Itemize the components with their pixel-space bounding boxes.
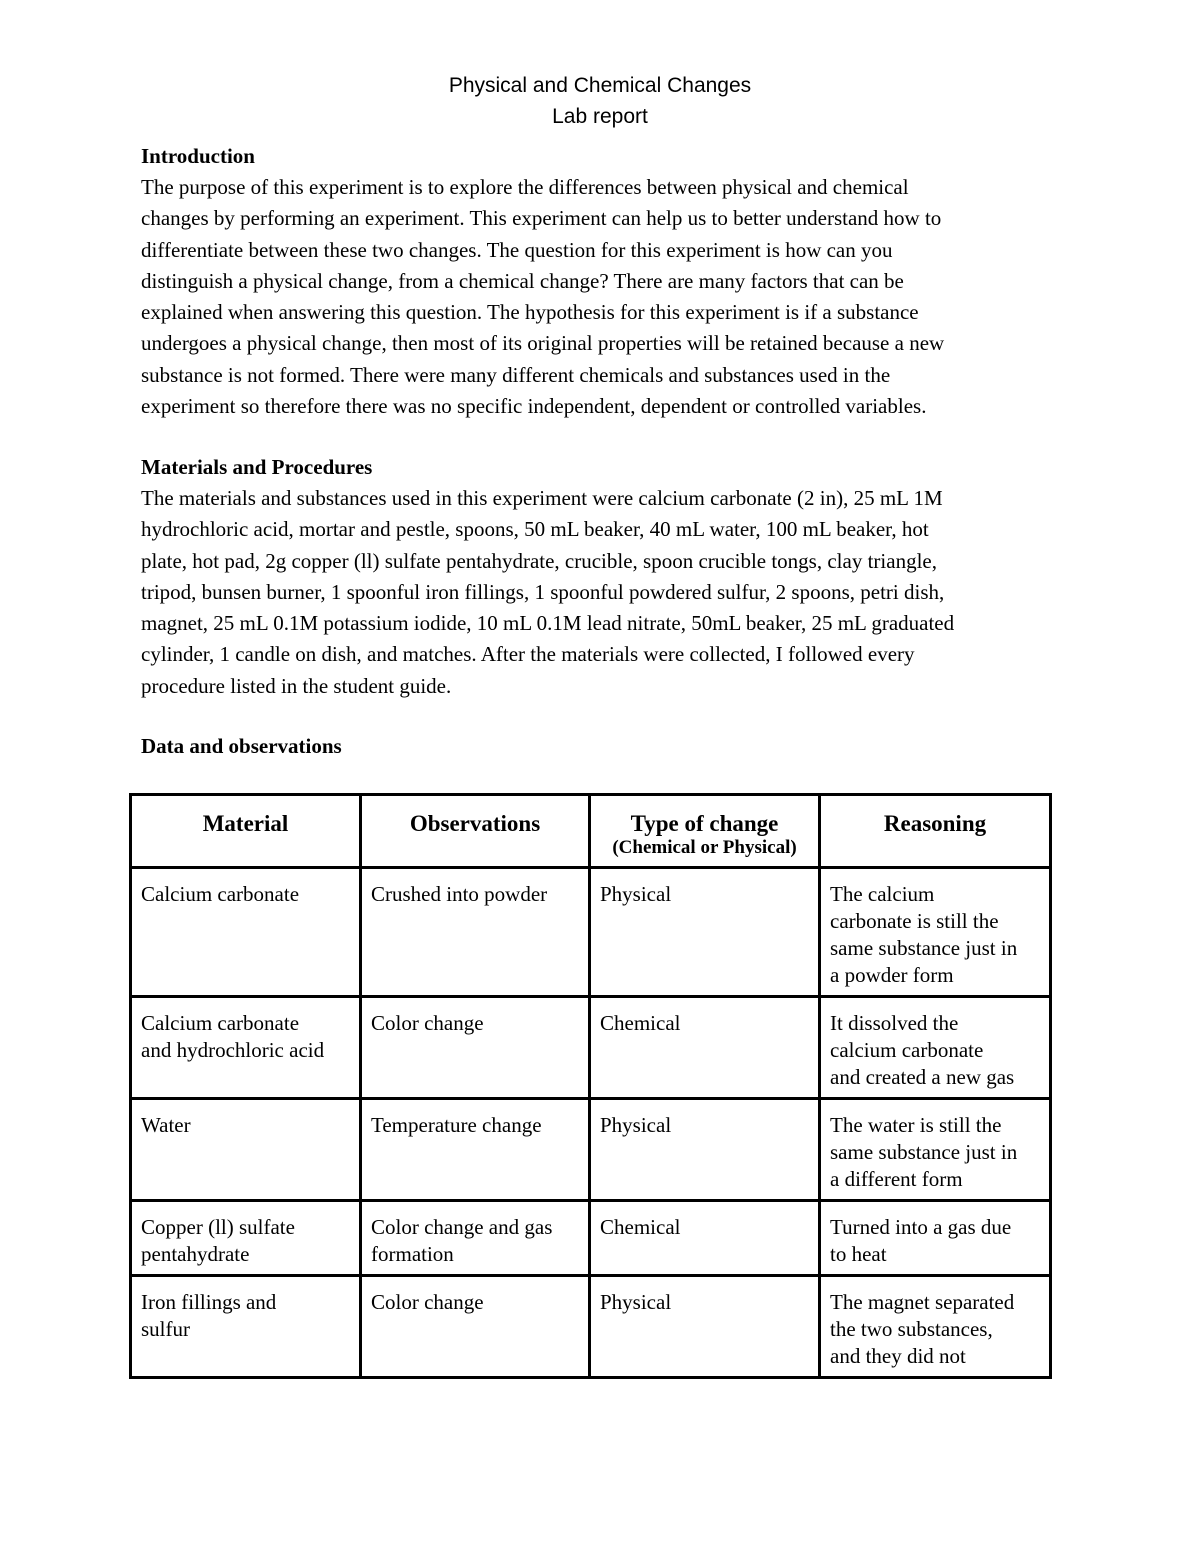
header-type-of-change [590,795,820,868]
cell-text: sulfur [141,1317,190,1341]
introduction-line: undergoes a physical change, then most of its original properties will be retained because a new [141,331,945,356]
cell-text: same substance just in [830,1140,1018,1164]
cell-type [590,1201,820,1276]
cell-observations [361,868,590,997]
materials-line: cylinder, 1 candle on dish, and matches. After the materials were collected, I followed every [141,642,915,667]
document-title: Physical and Chemical Changes [448,74,752,97]
cell-material [131,1099,361,1201]
materials-heading: Materials and Procedures [141,455,373,479]
cell-text: Physical [600,882,672,906]
table-row [131,868,1051,997]
cell-type [590,868,820,997]
document-subtitle: Lab report [552,105,648,128]
cell-text: Physical [600,1113,672,1137]
cell-material [131,997,361,1099]
cell-text: and created a new gas [830,1065,1015,1089]
introduction-line: differentiate between these two changes. The question for this experiment is how can you [141,237,893,262]
cell-reasoning [820,1201,1051,1276]
cell-text: Copper (ll) sulfate [141,1215,295,1239]
cell-text: Calcium carbonate [141,1011,300,1035]
cell-reasoning [820,868,1051,997]
cell-text: Chemical [600,1011,681,1035]
introduction-heading: Introduction [141,144,255,168]
cell-type [590,997,820,1099]
header-type-label: Type of change [630,811,779,836]
cell-text: calcium carbonate [830,1038,984,1062]
cell-type [590,1099,820,1201]
cell-text: Turned into a gas due [830,1215,1012,1239]
cell-text: Temperature change [371,1113,542,1137]
cell-text: The calcium [830,882,935,906]
data-heading: Data and observations [141,734,342,758]
table-row [131,1276,1051,1378]
cell-text: Color change [371,1011,484,1035]
cell-text: carbonate is still the [830,909,999,933]
cell-text: Calcium carbonate [141,882,300,906]
introduction-line: The purpose of this experiment is to explore the differences between physical and chemical [141,175,909,199]
header-reasoning: Reasoning [820,795,1051,868]
materials-line: magnet, 25 mL 0.1M potassium iodide, 10 mL 0.1M lead nitrate, 50mL beaker, 25 mL graduated [141,611,955,636]
introduction-paragraph [141,172,1061,422]
header-type-sublabel: (Chemical or Physical) [612,837,797,858]
cell-material [131,868,361,997]
cell-text: a different form [830,1167,963,1191]
cell-text: Crushed into powder [371,882,548,906]
cell-reasoning [820,1276,1051,1378]
observations-table [129,793,1052,1379]
cell-text: Color change [371,1290,484,1314]
introduction-line: explained when answering this question. The hypothesis for this experiment is if a substance [141,300,919,325]
cell-observations [361,1201,590,1276]
materials-paragraph [141,483,1061,702]
header-observations: Observations [361,795,590,868]
cell-text: the two substances, [830,1317,993,1341]
cell-reasoning [820,1099,1051,1201]
cell-text: The magnet separated [830,1290,1015,1314]
cell-text: Color change and gas [371,1215,553,1239]
cell-text: a powder form [830,963,954,987]
table-row [131,1201,1051,1276]
table-header-row [131,795,1051,868]
cell-material [131,1201,361,1276]
materials-line: hydrochloric acid, mortar and pestle, spoons, 50 mL beaker, 40 mL water, 100 mL beaker, hot [141,517,929,542]
cell-text: to heat [830,1242,887,1266]
materials-line: plate, hot pad, 2g copper (ll) sulfate pentahydrate, crucible, spoon crucible tongs, clay triangle, [141,548,937,573]
cell-reasoning [820,997,1051,1099]
introduction-line: experiment so therefore there was no specific independent, dependent or controlled variables. [141,394,927,419]
cell-observations [361,1276,590,1378]
table-row [131,997,1051,1099]
introduction-line: distinguish a physical change, from a chemical change? There are many factors that can be [141,268,904,293]
cell-text: formation [371,1242,454,1266]
cell-text: It dissolved the [830,1011,959,1035]
cell-observations [361,997,590,1099]
materials-line: The materials and substances used in this experiment were calcium carbonate (2 in), 25 mL 1M [141,486,943,510]
cell-material [131,1276,361,1378]
cell-text: and hydrochloric acid [141,1038,325,1062]
cell-text: Water [141,1113,191,1137]
cell-text: Physical [600,1290,672,1314]
materials-line: tripod, bunsen burner, 1 spoonful iron fillings, 1 spoonful powdered sulfur, 2 spoons, petri dish, [141,579,945,604]
introduction-line: substance is not formed. There were many different chemicals and substances used in the [141,362,891,387]
cell-text: pentahydrate [141,1242,250,1266]
materials-line: procedure listed in the student guide. [141,673,452,698]
document-header [0,70,1200,132]
table-row [131,1099,1051,1201]
introduction-line: changes by performing an experiment. This experiment can help us to better understand how to [141,206,942,231]
cell-text: Chemical [600,1215,681,1239]
cell-text: same substance just in [830,936,1018,960]
header-material: Material [131,795,361,868]
cell-text: The water is still the [830,1113,1002,1137]
cell-text: Iron fillings and [141,1290,277,1314]
cell-text: and they did not [830,1344,966,1368]
cell-observations [361,1099,590,1201]
cell-type [590,1276,820,1378]
